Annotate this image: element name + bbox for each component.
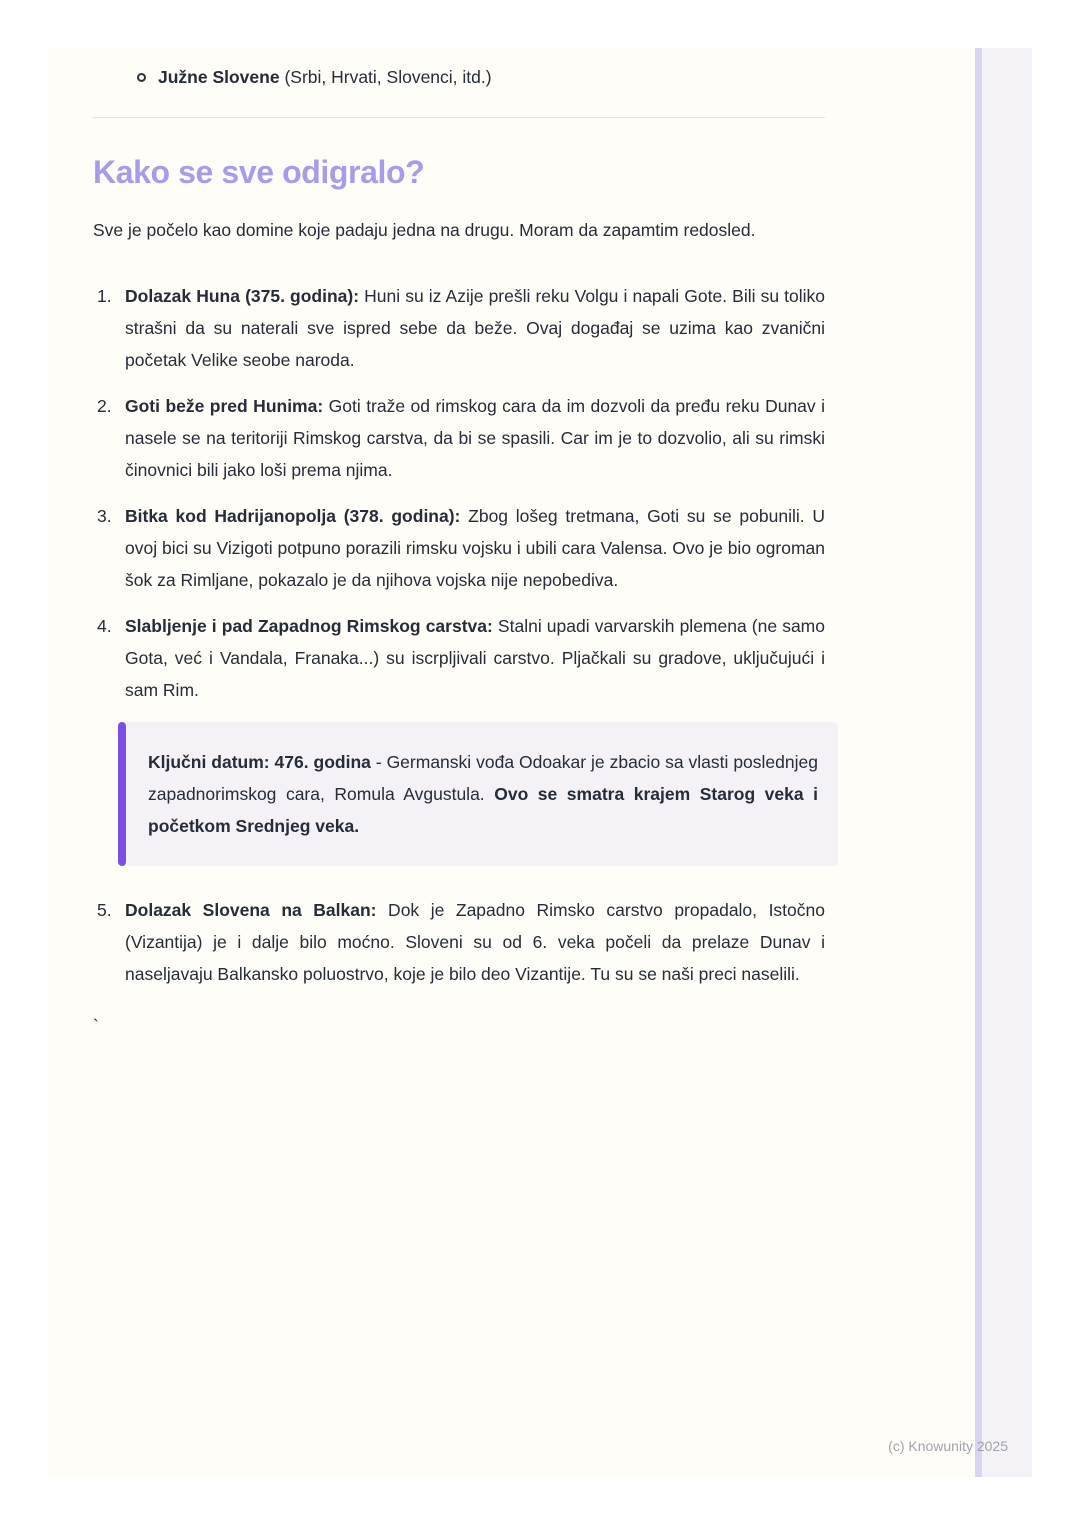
list-item xyxy=(93,610,825,706)
list-item-juzne-slovene xyxy=(93,61,825,93)
callout-middle-text: - Germanski vođa Odoakar je zbacio sa vlasti poslednjeg zapadnorimskog cara, Romula Avgustula. xyxy=(148,752,818,804)
side-band xyxy=(982,48,1032,1477)
page-content xyxy=(93,48,825,1042)
list-item xyxy=(93,280,825,376)
callout-bold-tail: Ovo se smatra krajem Starog veka i početkom Srednjeg veka. xyxy=(148,784,819,836)
section-divider xyxy=(93,117,825,118)
callout-bold-lead: Ključni datum: 476. godina xyxy=(148,752,371,772)
numbered-list xyxy=(93,280,825,990)
document-page xyxy=(48,48,975,1477)
list-item-title: Dolazak Slovena na Balkan: xyxy=(125,900,377,920)
page-edge-line xyxy=(975,48,982,1477)
list-item xyxy=(93,390,825,486)
list-item-title: Goti beže pred Hunima: xyxy=(125,396,324,416)
list-item-text: Goti traže od rimskog cara da im dozvoli da pređu reku Dunav i nasele se na teritoriji Rimskog carstva, da bi se spasili. Car im je to dozvolio, ali su rimski činovnici bili jako loši prema njima. xyxy=(125,396,825,480)
list-item-number: 2. xyxy=(97,396,112,416)
bullet-circle-icon xyxy=(137,73,146,82)
list-item xyxy=(93,500,825,596)
list-item-text: Dok je Zapadno Rimsko carstvo propadalo, Istočno (Vizantija) je i dalje bilo moćno. Sloveni su od 6. veka počeli da prelaze Dunav i naseljavaju Balkansko poluostrvo, koje je bilo deo Vizantije. Tu su se naši preci naselili. xyxy=(125,900,825,984)
list-item-title: Dolazak Huna (375. godina): xyxy=(125,286,360,306)
callout-text xyxy=(148,746,818,842)
list-item-text: Stalni upadi varvarskih plemena (ne samo Gota, već i Vandala, Franaka...) su iscrpljivali carstvo. Pljačkali su gradove, uključujući i sam Rim. xyxy=(125,616,825,700)
list-item-bold-text: Južne Slovene xyxy=(158,67,280,87)
section-heading: Kako se sve odigralo? xyxy=(93,154,425,190)
list-item-number: 1. xyxy=(97,286,112,306)
callout-box xyxy=(118,722,838,866)
list-item-number: 3. xyxy=(97,506,112,526)
list-item-number: 4. xyxy=(97,616,112,636)
footer-copyright: (c) Knowunity 2025 xyxy=(888,1438,1008,1454)
list-item-title: Slabljenje i pad Zapadnog Rimskog carstva: xyxy=(125,616,493,636)
list-item-text: Zbog lošeg tretmana, Goti su se pobunili. U ovoj bici su Vizigoti potpuno porazili rimsku vojsku i ubili cara Valensa. Ovo je bio ogroman šok za Rimljane, pokazalo je da njihova vojska nije nepobediva. xyxy=(125,506,825,590)
list-item-text: Huni su iz Azije prešli reku Volgu i napali Gote. Bili su toliko strašni da su naterali sve ispred sebe da beže. Ovaj događaj se uzima kao zvanični početak Velike seobe naroda. xyxy=(125,286,826,370)
list-item-title: Bitka kod Hadrijanopolja (378. godina): xyxy=(125,506,461,526)
callout-accent-bar xyxy=(118,722,126,866)
stray-backtick: ` xyxy=(93,1016,99,1036)
list-item-rest-text: (Srbi, Hrvati, Slovenci, itd.) xyxy=(279,67,492,87)
intro-paragraph: Sve je počelo kao domine koje padaju jedna na drugu. Moram da zapamtim redosled. xyxy=(93,220,756,240)
list-item-number: 5. xyxy=(97,900,112,920)
list-item xyxy=(93,894,825,990)
